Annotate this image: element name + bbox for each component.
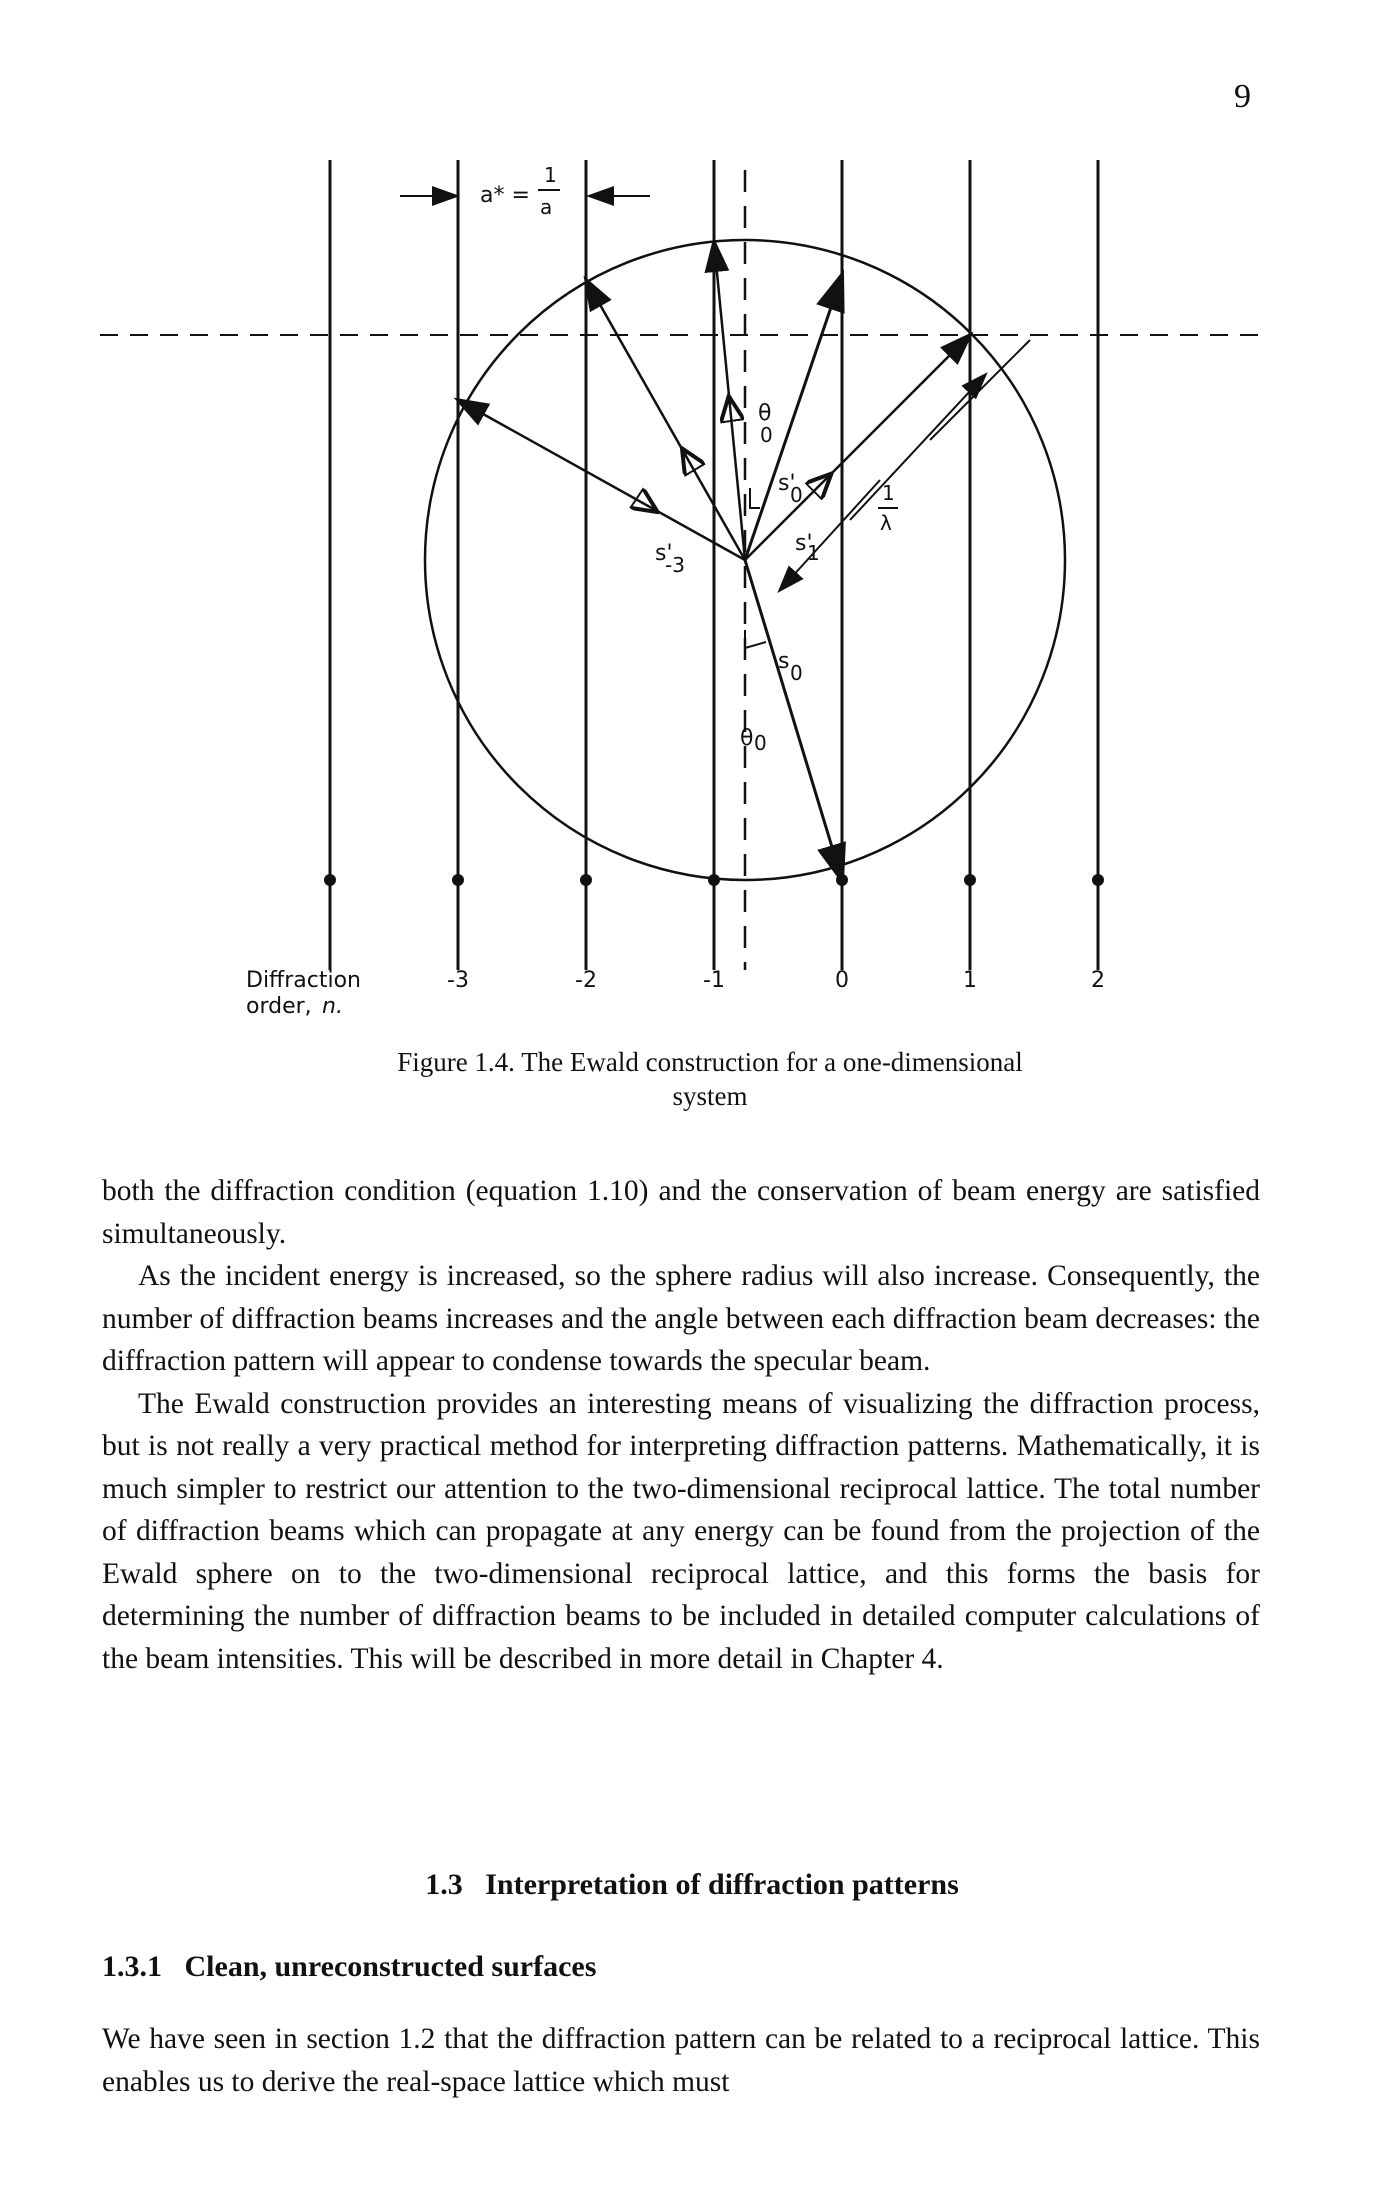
lattice-point — [1092, 874, 1104, 886]
radius-arrow-out — [850, 375, 985, 520]
axis-title-var: n. — [322, 994, 343, 1019]
theta-angle-mark — [750, 488, 760, 508]
paragraph: We have seen in section 1.2 that the diffraction pattern can be related to a reciprocal lattice. This enables us to derive the real-space lattice which must — [102, 2023, 1260, 2098]
theta-label-sub: 0 — [760, 423, 773, 447]
beam-s-prime-1 — [745, 335, 970, 560]
axis-title-line1: Diffraction — [246, 968, 361, 993]
order-label: 1 — [963, 968, 977, 993]
body-text-final — [102, 2018, 1260, 2103]
order-label: -1 — [703, 968, 725, 993]
order-label: -2 — [575, 968, 597, 993]
figure-caption — [150, 1045, 1270, 1113]
paragraph: The Ewald construction provides an interesting means of visualizing the diffraction process, but is not really a very practical method for interpreting diffraction patterns. Mathematically, it is much simpler to restrict our attention to the two-dimensional reciprocal lattice. The total number of diffraction beams which can propagate at any energy can be found from the projection of the Ewald sphere on to the two-dimensional reciprocal lattice, and this forms the basis for determining the number of diffraction beams to be included in detailed computer calculations of the beam intensities. This will be described in more detail in Chapter 4. — [102, 1387, 1260, 1675]
beam-arrow-minus-2 — [683, 450, 686, 455]
body-text — [102, 1170, 1260, 1680]
lattice-point — [452, 874, 464, 886]
beam-arrow-minus-1 — [729, 398, 730, 405]
theta0-label: θ — [740, 726, 754, 751]
s0-prime-label-sub: 0 — [790, 483, 803, 507]
paragraph-continued: both the diffraction condition (equation 1.10) and the conservation of beam energy are satisfied simultaneously. — [102, 1175, 1260, 1250]
lattice-points — [324, 874, 1104, 886]
lattice-rods — [330, 160, 1098, 970]
s0-label-sub: 0 — [790, 661, 803, 685]
paragraph: As the incident energy is increased, so the sphere radius will also increase. Consequently, the number of diffraction beams increases and the angle between each diffraction beam decreases: the diffraction pattern will appear to condense towards the specular beam. — [102, 1260, 1260, 1377]
page-number: 9 — [1234, 78, 1251, 115]
beam-s-minus-3 — [458, 400, 745, 560]
lattice-point — [580, 874, 592, 886]
theta0-label-sub: 0 — [754, 731, 767, 755]
caption-line-1: Figure 1.4. The Ewald construction for a one-dimensional — [397, 1047, 1023, 1077]
spacing-label-numerator: 1 — [544, 163, 557, 187]
section-heading: 1.3 Interpretation of diffraction patterns — [425, 1868, 959, 1901]
s-minus-3-prime-label-sub: -3 — [665, 553, 685, 577]
spacing-label-denominator: a — [540, 195, 553, 219]
incident-beam-s0 — [745, 560, 842, 880]
order-label: -3 — [447, 968, 469, 993]
subsection-heading: 1.3.1 Clean, unreconstructed surfaces — [102, 1950, 597, 1983]
spacing-label-prefix: a* = — [480, 183, 530, 208]
radius-label-denominator: λ — [880, 511, 892, 535]
axis-title-line2: order, — [246, 994, 312, 1019]
order-label: 0 — [835, 968, 849, 993]
lattice-point — [324, 874, 336, 886]
s1-prime-label-sub: 1 — [807, 541, 820, 565]
s1-prime-label: s' — [795, 531, 813, 556]
s0-label: s — [778, 649, 790, 674]
theta0-angle-mark — [745, 630, 766, 648]
radius-label-numerator: 1 — [882, 481, 895, 505]
caption-line-2: system — [672, 1081, 748, 1111]
s0-prime-label: s' — [778, 471, 796, 496]
ewald-construction-figure — [90, 150, 1290, 1030]
s-minus-3-prime-label: s' — [655, 541, 673, 566]
theta-label: θ — [758, 401, 772, 426]
lattice-point — [964, 874, 976, 886]
order-label: 2 — [1091, 968, 1105, 993]
